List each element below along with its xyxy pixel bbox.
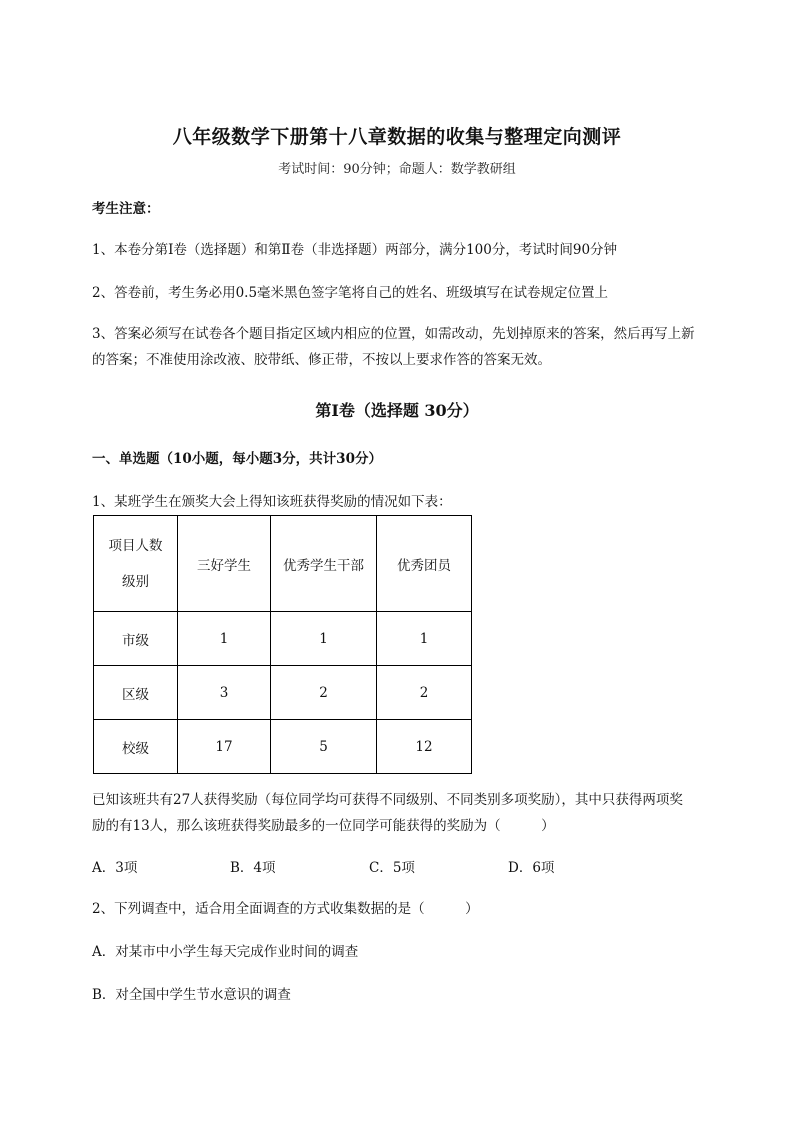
option-c: C．5项 bbox=[369, 860, 415, 876]
section-title: 第I卷（选择题 30分） bbox=[315, 401, 479, 420]
corner-bottom-label: 级别 bbox=[122, 573, 149, 590]
part-heading: 一、单选题（10小题，每小题3分，共计30分） bbox=[92, 451, 382, 467]
table-cell: 12 bbox=[377, 720, 472, 774]
column-header: 三好学生 bbox=[178, 516, 271, 612]
row-label: 校级 bbox=[94, 720, 178, 774]
notice-item-1: 1、本卷分第I卷（选择题）和第Ⅱ卷（非选择题）两部分，满分100分，考试时间90分钟 bbox=[92, 242, 618, 258]
table-cell: 2 bbox=[377, 666, 472, 720]
row-label: 市级 bbox=[94, 612, 178, 666]
table-cell: 1 bbox=[178, 612, 271, 666]
awards-table bbox=[93, 515, 472, 774]
table-cell: 17 bbox=[178, 720, 271, 774]
table-cell: 5 bbox=[271, 720, 377, 774]
question-1-stem: 1、某班学生在颁奖大会上得知该班获得奖励的情况如下表： bbox=[92, 494, 452, 510]
table-corner-cell bbox=[94, 516, 178, 612]
option-a: A．3项 bbox=[92, 860, 138, 876]
notice-item-3-continued: 的答案；不准使用涂改液、胶带纸、修正带，不按以上要求作答的答案无效。 bbox=[92, 352, 551, 368]
notice-item-3: 3、答案必须写在试卷各个题目指定区域内相应的位置，如需改动，先划掉原来的答案，然后再写上新 bbox=[92, 326, 695, 342]
option-d: D．6项 bbox=[508, 860, 555, 876]
notice-heading: 考生注意： bbox=[92, 201, 160, 217]
question-2-option-b: B．对全国中学生节水意识的调查 bbox=[92, 987, 291, 1003]
notice-item-2: 2、答卷前，考生务必用0.5毫米黑色签字笔将自己的姓名、班级填写在试卷规定位置上 bbox=[92, 285, 609, 301]
table-cell: 2 bbox=[271, 666, 377, 720]
table-cell: 1 bbox=[377, 612, 472, 666]
option-b: B．4项 bbox=[230, 860, 276, 876]
row-label: 区级 bbox=[94, 666, 178, 720]
corner-top-label: 项目人数 bbox=[108, 537, 163, 554]
table-row bbox=[94, 720, 472, 774]
question-1-text-line-2: 励的有13人，那么该班获得奖励最多的一位同学可能获得的奖励为（ ） bbox=[92, 818, 555, 834]
question-2-stem: 2、下列调查中，适合用全面调查的方式收集数据的是（ ） bbox=[92, 901, 479, 917]
table-cell: 3 bbox=[178, 666, 271, 720]
table-cell: 1 bbox=[271, 612, 377, 666]
table-row bbox=[94, 666, 472, 720]
column-header: 优秀学生干部 bbox=[271, 516, 377, 612]
column-header: 优秀团员 bbox=[377, 516, 472, 612]
table-header-row bbox=[94, 516, 472, 612]
exam-subtitle: 考试时间：90分钟；命题人：数学教研组 bbox=[278, 162, 516, 177]
question-1-text-line-1: 已知该班共有27人获得奖励（每位同学均可获得不同级别、不同类别多项奖励），其中只获得两项奖 bbox=[92, 792, 683, 808]
exam-title: 八年级数学下册第十八章数据的收集与整理定向测评 bbox=[172, 126, 622, 148]
table-row bbox=[94, 612, 472, 666]
question-2-option-a: A．对某市中小学生每天完成作业时间的调查 bbox=[92, 944, 359, 960]
